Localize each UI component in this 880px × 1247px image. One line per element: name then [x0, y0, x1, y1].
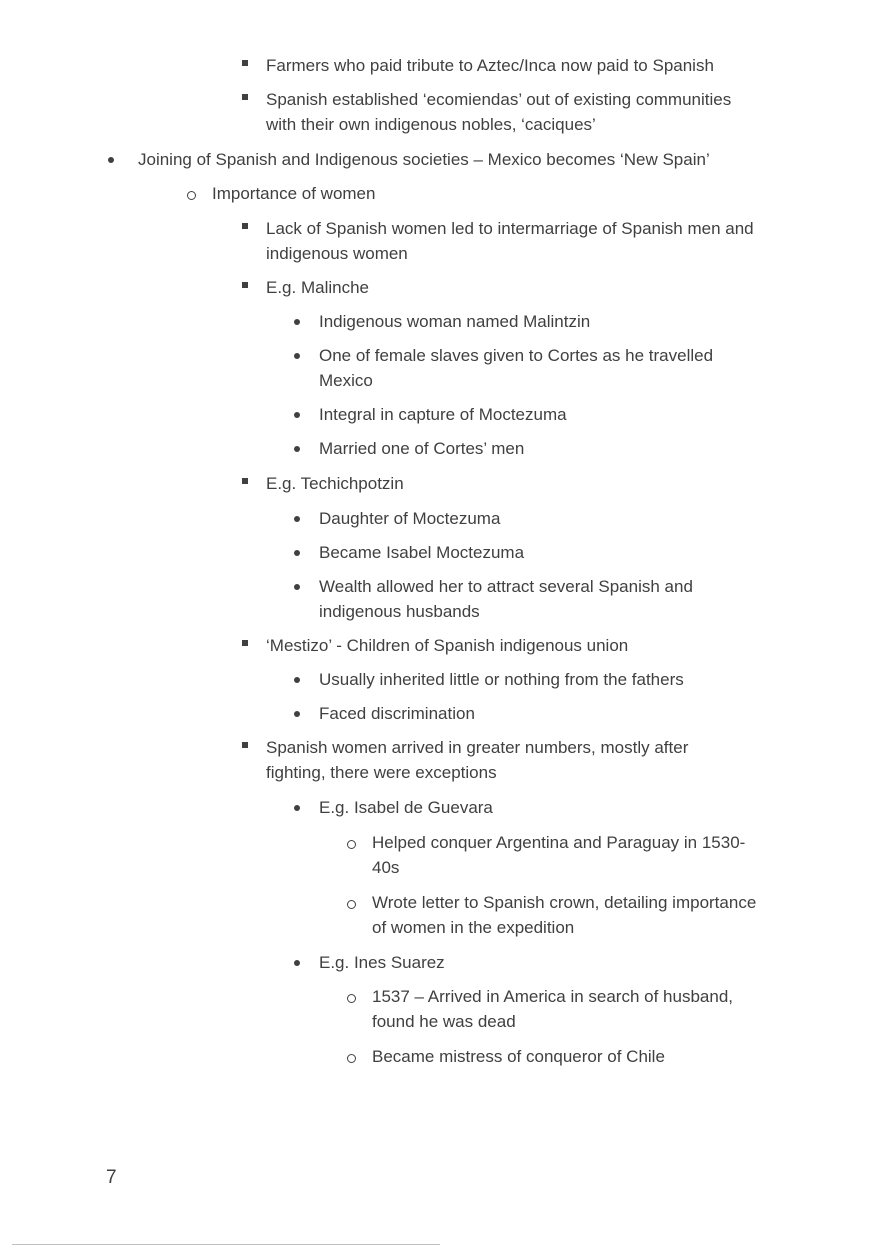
hollow-circle-bullet-icon [347, 994, 356, 1003]
round-bullet-icon [294, 446, 300, 452]
list-item [266, 87, 766, 137]
list-item-text: Joining of Spanish and Indigenous societies – Mexico becomes ‘New Spain’ [138, 150, 710, 169]
list-item-text: Married one of Cortes’ men [319, 439, 525, 458]
hollow-circle-bullet-icon [187, 191, 196, 200]
list-item [319, 506, 759, 531]
round-bullet-icon [294, 319, 300, 325]
list-item-text: Farmers who paid tribute to Aztec/Inca now paid to Spanish [266, 56, 714, 75]
list-item [319, 540, 759, 565]
list-item [266, 735, 736, 785]
page-number: 7 [106, 1167, 117, 1188]
hollow-circle-bullet-icon [347, 1054, 356, 1063]
list-item-text: E.g. Ines Suarez [319, 953, 445, 972]
list-item-text: E.g. Malinche [266, 278, 369, 297]
list-item [319, 402, 759, 427]
list-item [212, 181, 772, 206]
round-bullet-icon [294, 353, 300, 359]
list-item [372, 1044, 764, 1069]
list-item-text: Helped conquer Argentina and Paraguay in 1530-40s [372, 833, 746, 877]
list-item-text: E.g. Techichpotzin [266, 474, 404, 493]
list-item [319, 309, 759, 334]
list-item-text: E.g. Isabel de Guevara [319, 798, 493, 817]
list-item-text: Faced discrimination [319, 704, 475, 723]
square-bullet-icon [242, 478, 248, 484]
list-item [266, 275, 766, 300]
list-item [266, 216, 776, 266]
hollow-circle-bullet-icon [347, 840, 356, 849]
square-bullet-icon [242, 742, 248, 748]
list-item [138, 147, 778, 172]
list-item-text: Wrote letter to Spanish crown, detailing importance of women in the expedition [372, 893, 757, 937]
round-bullet-icon [294, 711, 300, 717]
list-item [372, 890, 764, 940]
list-item-text: Wealth allowed her to attract several Spanish and indigenous husbands [319, 577, 693, 621]
list-item-text: Integral in capture of Moctezuma [319, 405, 567, 424]
list-item-text: Became Isabel Moctezuma [319, 543, 525, 562]
list-item [319, 701, 759, 726]
round-bullet-icon [294, 516, 300, 522]
list-item-text: Daughter of Moctezuma [319, 509, 501, 528]
list-item [266, 633, 766, 658]
square-bullet-icon [242, 282, 248, 288]
list-item [266, 53, 766, 78]
list-item [266, 471, 766, 496]
footer-divider [12, 1244, 440, 1245]
list-item-text: Spanish established ‘ecomiendas’ out of existing communities with their own indigenous nobles, ‘caciques’ [266, 90, 732, 134]
round-bullet-icon [294, 677, 300, 683]
list-item [319, 574, 729, 624]
list-item-text: Indigenous woman named Malintzin [319, 312, 591, 331]
list-item-text: Usually inherited little or nothing from the fathers [319, 670, 684, 689]
list-item-text: Spanish women arrived in greater numbers, mostly after fighting, there were exceptions [266, 738, 689, 782]
round-bullet-icon [294, 960, 300, 966]
square-bullet-icon [242, 640, 248, 646]
list-item [319, 950, 759, 975]
square-bullet-icon [242, 94, 248, 100]
round-bullet-icon [294, 584, 300, 590]
list-item [372, 984, 764, 1034]
round-bullet-icon [294, 805, 300, 811]
square-bullet-icon [242, 60, 248, 66]
list-item [319, 436, 759, 461]
hollow-circle-bullet-icon [347, 900, 356, 909]
list-item [319, 795, 759, 820]
round-bullet-icon [294, 412, 300, 418]
list-item [319, 343, 739, 393]
round-bullet-icon [294, 550, 300, 556]
list-item [319, 667, 759, 692]
list-item-text: 1537 – Arrived in America in search of husband, found he was dead [372, 987, 733, 1031]
list-item-text: One of female slaves given to Cortes as he travelled Mexico [319, 346, 714, 390]
list-item-text: Became mistress of conqueror of Chile [372, 1047, 665, 1066]
list-item-text: Importance of women [212, 184, 376, 203]
round-bullet-icon [108, 157, 114, 163]
list-item-text: ‘Mestizo’ - Children of Spanish indigenous union [266, 636, 629, 655]
list-item [372, 830, 764, 880]
list-item-text: Lack of Spanish women led to intermarriage of Spanish men and indigenous women [266, 219, 754, 263]
square-bullet-icon [242, 223, 248, 229]
